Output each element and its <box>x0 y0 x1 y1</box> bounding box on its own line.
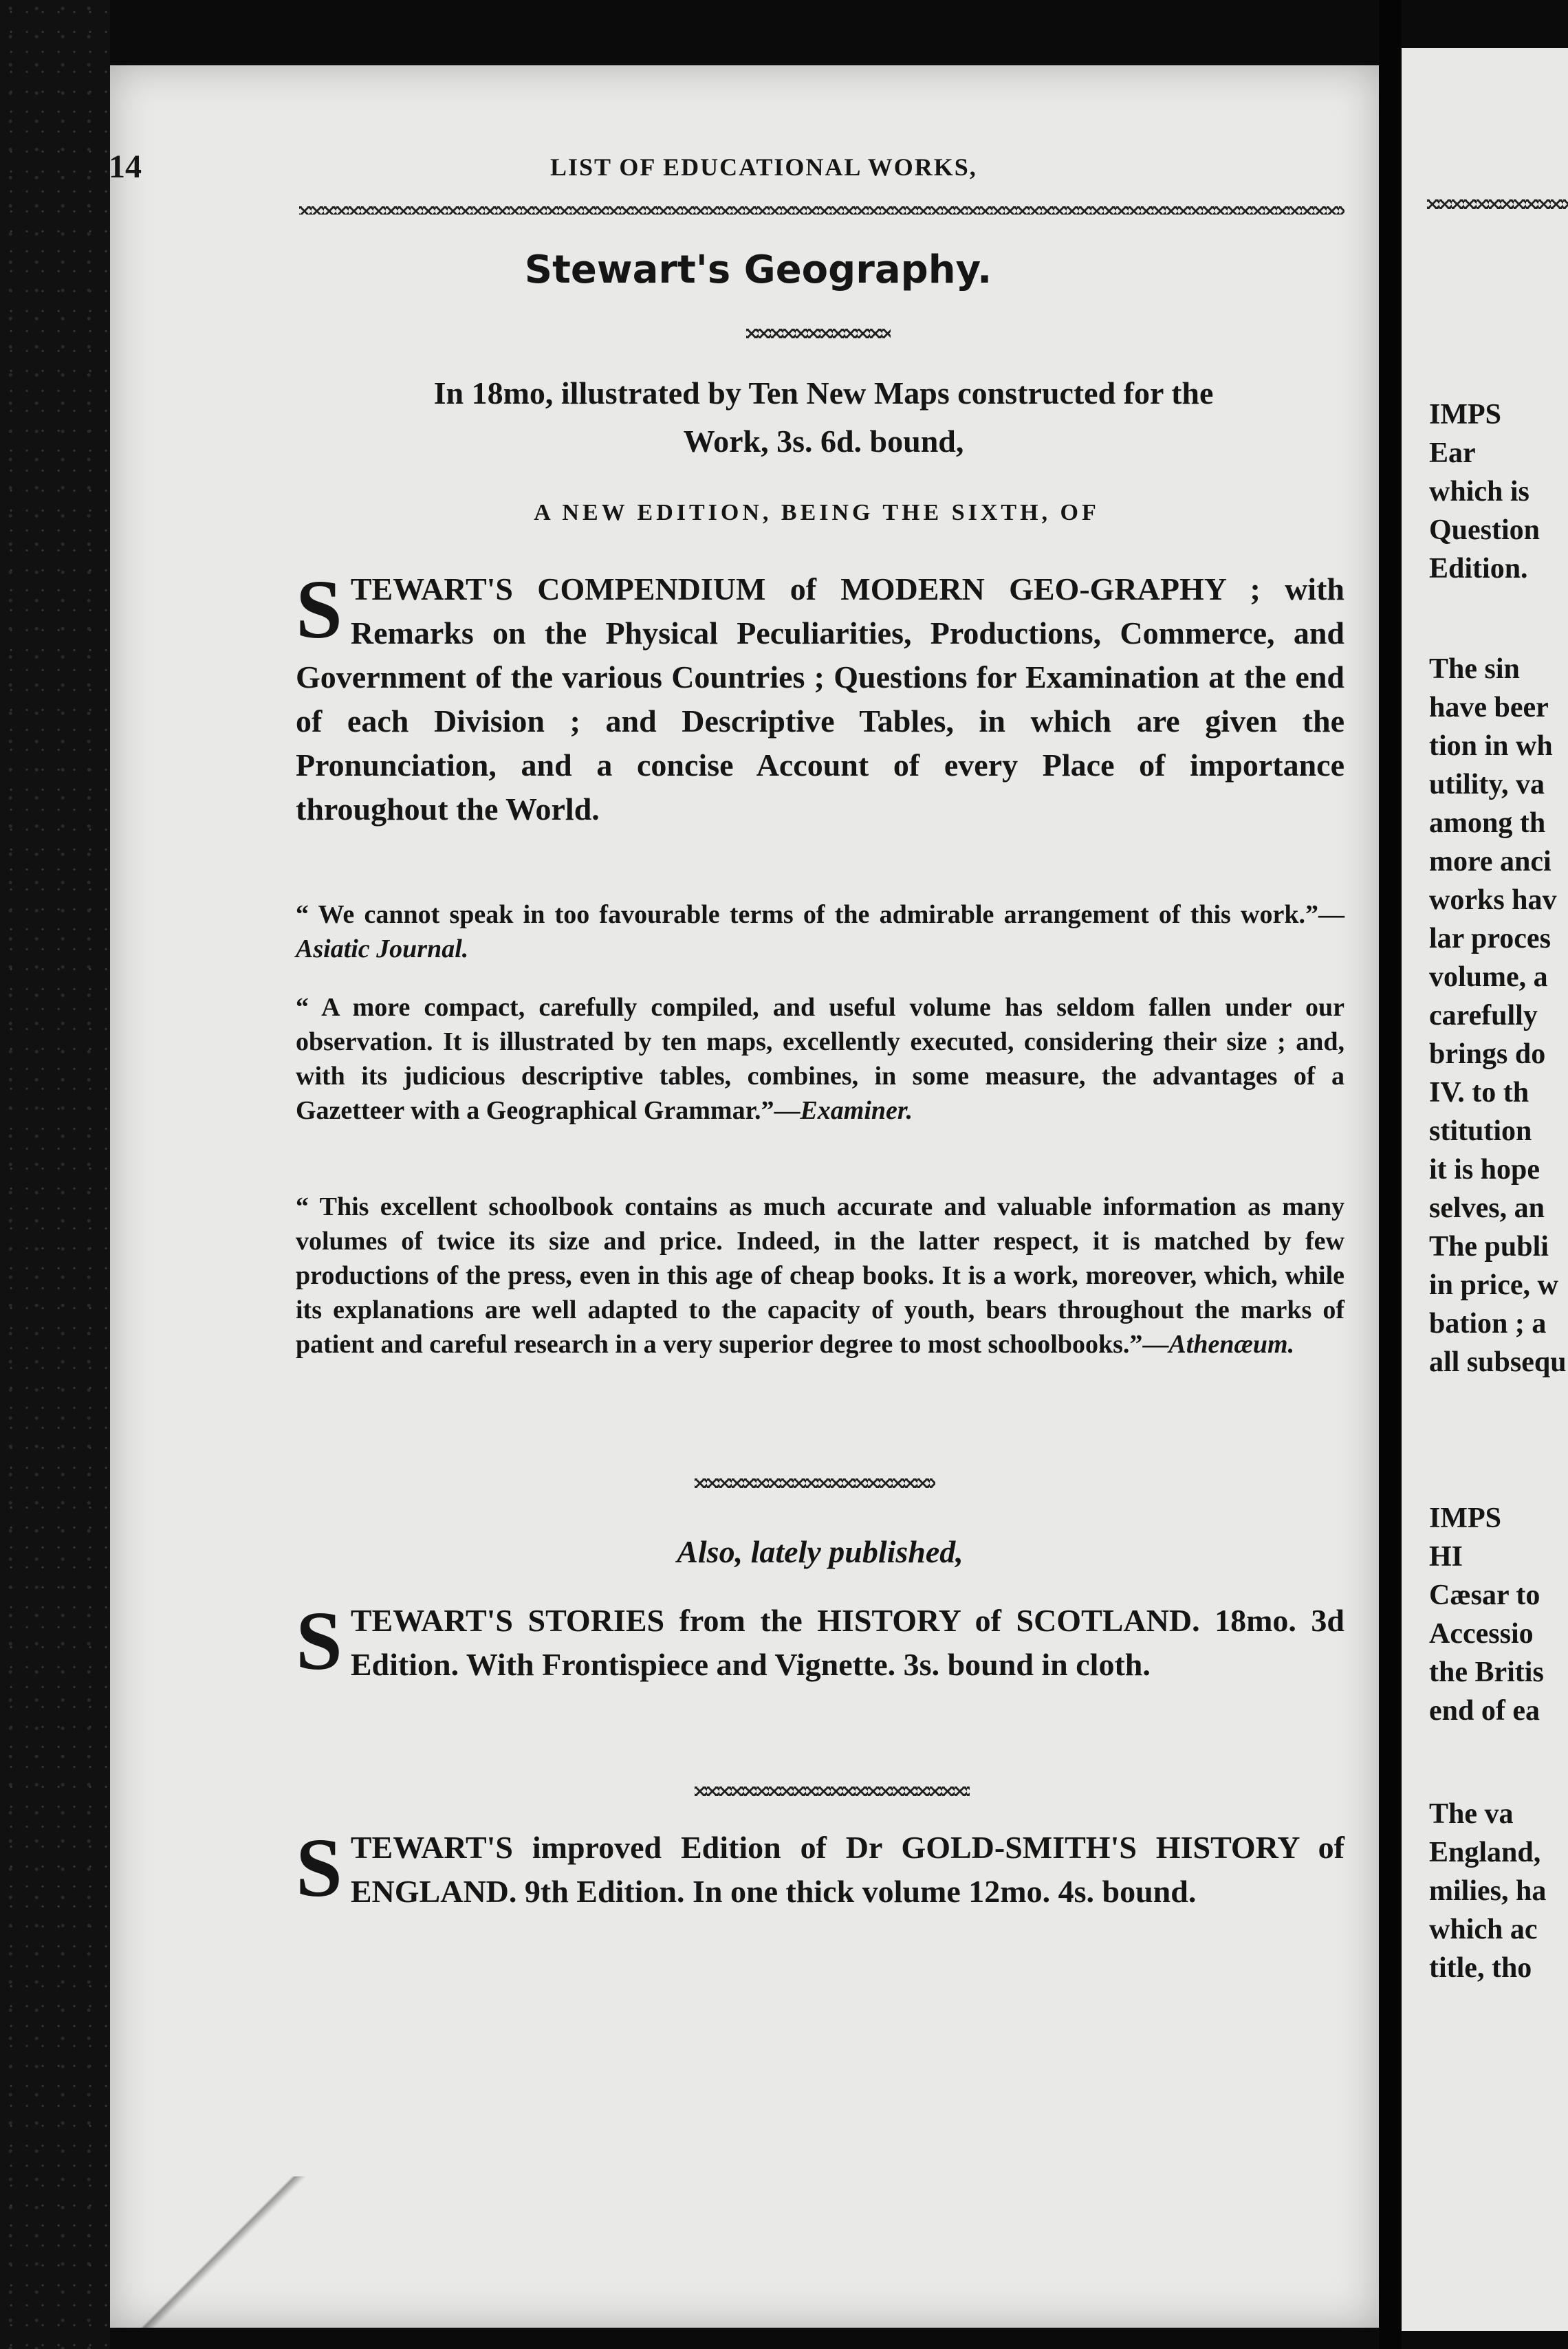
header-ornamental-rule <box>299 206 1344 215</box>
running-title: LIST OF EDUCATIONAL WORKS, <box>550 153 977 181</box>
quote-source: Athenæum. <box>1168 1330 1295 1359</box>
section-heading: Stewart's Geography. <box>524 248 992 292</box>
facing-line: tion in wh <box>1429 730 1553 762</box>
facing-line: lar proces <box>1429 923 1551 954</box>
facing-line: The sin <box>1429 653 1520 685</box>
facing-line: title, tho <box>1429 1952 1532 1984</box>
imprint-line: In 18mo, illustrated by Ten New Maps constructed for the <box>433 375 1214 411</box>
facing-block <box>1429 395 1568 588</box>
facing-line: the Britis <box>1429 1657 1544 1688</box>
facing-line: which ac <box>1429 1914 1538 1945</box>
drop-capital: S <box>296 1822 342 1914</box>
ornamental-rule <box>746 329 891 338</box>
review-quote <box>296 990 1344 1128</box>
also-published-heading: Also, lately published, <box>677 1534 963 1569</box>
facing-line: selves, an <box>1429 1192 1545 1224</box>
facing-line: The publi <box>1429 1231 1549 1263</box>
facing-line: which is <box>1429 476 1529 507</box>
drop-capital: S <box>296 563 342 656</box>
facing-line: utility, va <box>1429 769 1545 800</box>
imprint-line: Work, 3s. 6d. bound, <box>683 424 964 459</box>
facing-page-text <box>1402 0 1568 2349</box>
facing-line: have beer <box>1429 692 1549 723</box>
book-entry-text: TEWART'S improved Edition of Dr GOLD-SMITH'S HISTORY of ENGLAND. 9th Edition. In one thick volume 12mo. 4s. bound. <box>350 1830 1344 1909</box>
facing-line: Question <box>1429 514 1540 546</box>
facing-line: brings do <box>1429 1038 1546 1070</box>
facing-line: Cæsar to <box>1429 1580 1540 1611</box>
facing-line: IV. to th <box>1429 1077 1529 1108</box>
facing-line: Ear <box>1429 437 1476 469</box>
facing-line: stitution <box>1429 1115 1532 1147</box>
book-entry <box>296 1822 1344 1914</box>
facing-block <box>1429 1795 1568 1987</box>
ornamental-rule <box>695 1787 970 1796</box>
quote-text: “ This excellent schoolbook contains as much accurate and valuable information as many volumes of twice its size and price. Indeed, in the latter respect, it is matched by few productions of the press, even in this age of cheap books. It is a work, moreover, which, while its explanations are well adapted to the capacity of youth, bears throughout the marks of patient and careful research in a very superior degree to most schoolbooks.”— <box>296 1192 1344 1359</box>
facing-line: milies, ha <box>1429 1875 1547 1907</box>
facing-line: works hav <box>1429 884 1557 916</box>
facing-line: it is hope <box>1429 1154 1540 1186</box>
facing-line: volume, a <box>1429 961 1548 993</box>
book-entry <box>296 1595 1344 1687</box>
quote-source: Examiner. <box>800 1096 913 1125</box>
facing-line: Accessio <box>1429 1618 1534 1650</box>
facing-line: in price, w <box>1429 1269 1558 1301</box>
book-entry <box>296 563 1344 831</box>
facing-block <box>1429 650 1568 1381</box>
edition-line: A NEW EDITION, BEING THE SIXTH, OF <box>534 500 1100 525</box>
facing-block <box>1429 1499 1568 1730</box>
review-quote <box>296 897 1344 966</box>
book-gutter <box>1379 0 1402 2349</box>
quote-text: “ A more compact, carefully compiled, and useful volume has seldom fallen under our observation. It is illustrated by ten maps, excellently executed, considering their size ; and, with its judicious descriptive tables, combines, in some measure, the advantages of a Gazetteer with a Geographical Grammar.”— <box>296 993 1344 1125</box>
book-entry-text: TEWART'S STORIES from the HISTORY of SCOTLAND. 18mo. 3d Edition. With Frontispiece and Vignette. 3s. bound in cloth. <box>350 1603 1344 1682</box>
facing-line: IMPS <box>1429 1503 1501 1534</box>
facing-line: all subsequ <box>1429 1346 1567 1378</box>
facing-line: HI <box>1429 1541 1463 1573</box>
facing-line: Edition. <box>1429 553 1528 584</box>
quote-source: Asiatic Journal. <box>296 935 469 963</box>
facing-line: bation ; a <box>1429 1308 1547 1340</box>
page-number: 14 <box>109 149 142 185</box>
facing-line: The va <box>1429 1798 1514 1830</box>
book-entry-text: TEWART'S COMPENDIUM of MODERN GEO-GRAPHY ; with Remarks on the Physical Peculiarities, Productions, Commerce, and Government of the various Countries ; Questions for Examination at the end of each Division ; and Descriptive Tables, in which are given the Pronunciation, and a concise Account of every Place of importance throughout the World. <box>296 571 1344 827</box>
facing-line: end of ea <box>1429 1695 1540 1727</box>
facing-line: carefully <box>1429 1000 1538 1031</box>
facing-line: among th <box>1429 807 1546 839</box>
facing-line: England, <box>1429 1837 1541 1868</box>
facing-line: more anci <box>1429 846 1551 877</box>
drop-capital: S <box>296 1595 342 1687</box>
ornamental-rule <box>695 1478 935 1488</box>
review-quote <box>296 1190 1344 1362</box>
facing-line: IMPS <box>1429 399 1501 430</box>
scan-background-left <box>0 0 110 2349</box>
quote-text: “ We cannot speak in too favourable terms of the admirable arrangement of this work.”— <box>296 900 1344 929</box>
